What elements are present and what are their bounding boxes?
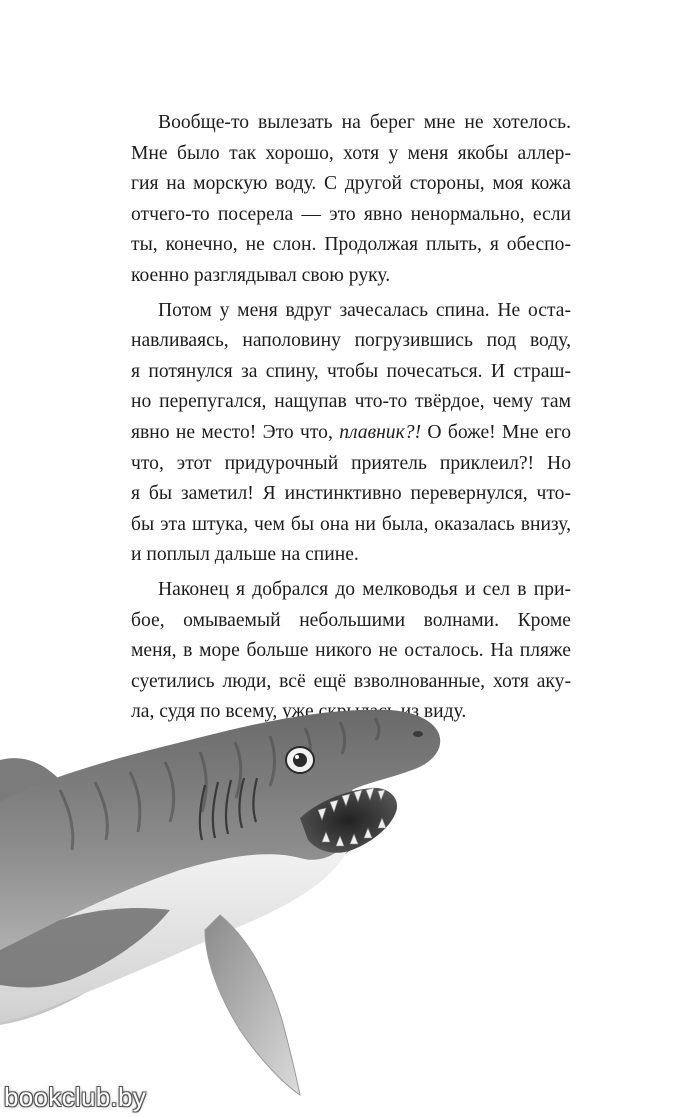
text-line: навливаясь, наполовину погрузившись под воду, <box>131 330 571 352</box>
shark-eye <box>286 747 314 773</box>
text-line: я бы заметил! Я инстинктивно перевернулся, что- <box>131 483 571 505</box>
text-line: гия на морскую воду. С другой стороны, моя кожа <box>131 173 571 195</box>
text-line: суетились люди, всё ещё взволнованные, хотя аку- <box>131 670 571 692</box>
text-line: Потом у меня вдруг зачесалась спина. Не оста- <box>158 299 571 321</box>
pectoral-fin <box>205 915 300 1095</box>
text-line: отчего-то посерела — это явно ненормально, если <box>131 203 571 225</box>
text-line: что, этот придурочный приятель приклеил?! Но <box>131 452 571 474</box>
text-line: и поплыл дальше на спине. <box>131 544 359 566</box>
text-line: я потянулся за спину, чтобы почесаться. И страш- <box>131 360 571 382</box>
paragraph-2 <box>131 296 571 571</box>
text-line: Наконец я добрался до мелководья и сел в при- <box>158 578 571 600</box>
italic-word: плавник?! <box>339 421 422 443</box>
text-line: бы эта штука, чем бы она ни была, оказалась внизу, <box>131 513 571 535</box>
text-line: меня, в море больше никого не осталось. На пляже <box>131 640 571 662</box>
text-segment: О боже! Мне его <box>421 421 571 443</box>
text-line: бое, омываемый небольшими волнами. Кроме <box>131 609 571 631</box>
text-line: но перепугался, нащупав что-то твёрдое, чему там <box>131 391 571 413</box>
paragraph-1 <box>131 108 571 292</box>
watermark: bookclub.by <box>4 1082 147 1112</box>
body-text <box>131 108 571 728</box>
text-segment: явно не место! Это что, <box>131 421 340 443</box>
shark-illustration <box>0 690 700 1117</box>
text-line-with-italic <box>131 418 571 449</box>
text-line: ты, конечно, не слон. Продолжая плыть, я обеспо- <box>131 234 571 256</box>
text-line: Вообще-то вылезать на берег мне не хотелось. <box>158 112 571 133</box>
text-line: Мне было так хорошо, хотя у меня якобы аллер- <box>131 142 571 164</box>
text-line: ла, судя по всему, уже скрылась из виду. <box>131 701 467 723</box>
shark-nostril <box>413 731 423 737</box>
text-line: коенно разглядывал свою руку. <box>131 264 391 286</box>
